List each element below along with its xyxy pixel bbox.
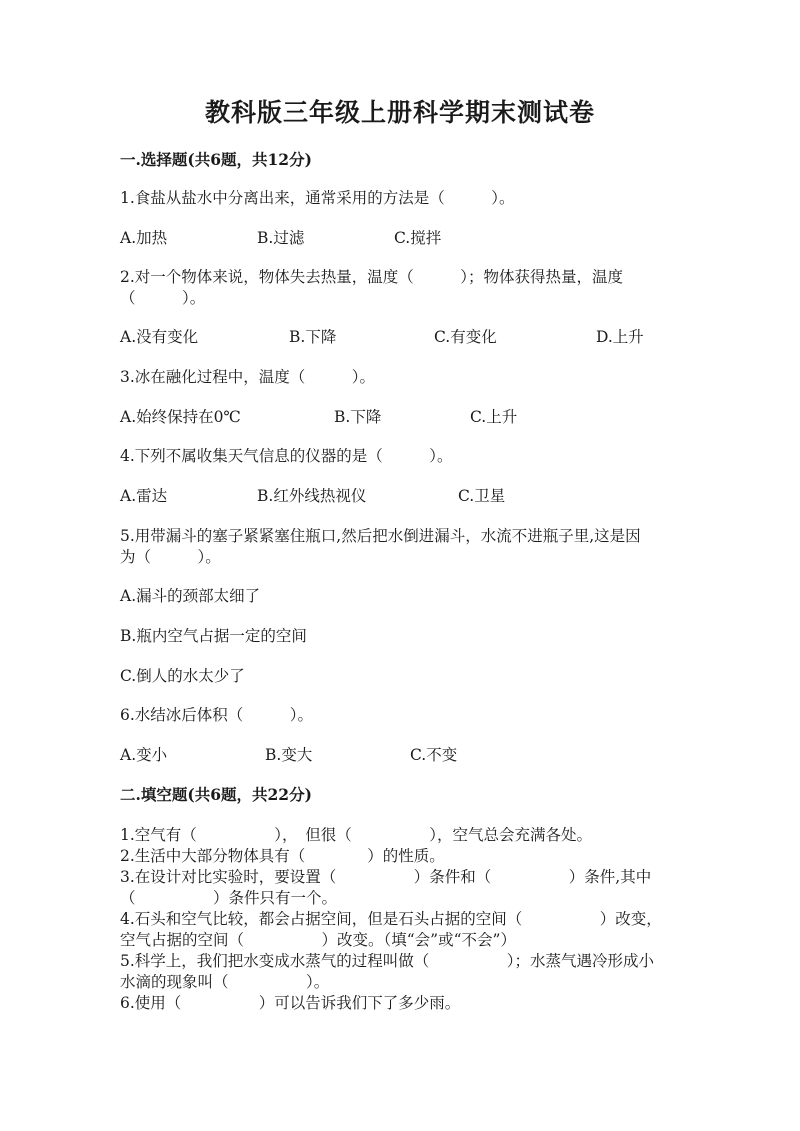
question-5-option-a: A.漏斗的颈部太细了 bbox=[120, 587, 261, 605]
question-3-option-a: A.始终保持在0℃ bbox=[120, 408, 241, 426]
question-3-stem: 3.冰在融化过程中，温度（ ）。 bbox=[120, 368, 376, 386]
question-2-stem-line-1: 2.对一个物体来说，物体失去热量，温度（ ）；物体获得热量，温度 bbox=[120, 268, 624, 286]
question-1-option-b: B.过滤 bbox=[257, 229, 305, 247]
question-5-stem-line-2: 为（ ）。 bbox=[120, 548, 221, 566]
question-4-option-b: B.红外线热视仪 bbox=[257, 487, 367, 505]
fill-line-8: 水滴的现象叫（ ）。 bbox=[120, 973, 330, 991]
fill-line-7: 5.科学上，我们把水变成水蒸气的过程叫做（ ）；水蒸气遇冷形成小 bbox=[120, 952, 655, 970]
question-5-stem-line-1: 5.用带漏斗的塞子紧紧塞住瓶口,然后把水倒进漏斗，水流不进瓶子里,这是因 bbox=[120, 527, 641, 545]
question-4-option-c: C.卫星 bbox=[458, 487, 506, 505]
fill-line-2: 2.生活中大部分物体具有（ ）的性质。 bbox=[120, 847, 445, 865]
question-5-option-c: C.倒人的水太少了 bbox=[120, 667, 245, 685]
question-2-stem-line-2: （ ）。 bbox=[120, 289, 206, 307]
section-heading-choice: 一.选择题(共6题，共12分) bbox=[120, 150, 312, 169]
question-6-stem: 6.水结冰后体积（ ）。 bbox=[120, 706, 314, 724]
fill-line-4: （ ）条件只有一个。 bbox=[120, 889, 338, 907]
section-heading-fill-blank: 二.填空题(共6题，共22分) bbox=[120, 785, 312, 804]
fill-line-6: 空气占据的空间（ ）改变。（填“会”或“不会”） bbox=[120, 931, 516, 949]
fill-line-3: 3.在设计对比实验时，要设置（ ）条件和（ ）条件,其中 bbox=[120, 868, 652, 886]
fill-line-9: 6.使用（ ）可以告诉我们下了多少雨。 bbox=[120, 994, 461, 1012]
question-4-stem: 4.下列不属收集天气信息的仪器的是（ ）。 bbox=[120, 447, 453, 465]
question-1-option-c: C.搅拌 bbox=[394, 229, 442, 247]
question-2-option-d: D.上升 bbox=[596, 328, 644, 346]
question-3-option-b: B.下降 bbox=[334, 408, 382, 426]
question-2-option-c: C.有变化 bbox=[434, 328, 497, 346]
question-2-option-b: B.下降 bbox=[289, 328, 337, 346]
fill-line-5: 4.石头和空气比较，都会占据空间，但是石头占据的空间（ ）改变， bbox=[120, 910, 662, 928]
question-6-option-c: C.不变 bbox=[410, 746, 458, 764]
question-3-option-c: C.上升 bbox=[470, 408, 518, 426]
question-4-option-a: A.雷达 bbox=[120, 487, 168, 505]
question-1-stem: 1.食盐从盐水中分离出来，通常采用的方法是（ ）。 bbox=[120, 189, 515, 207]
fill-line-1: 1.空气有（ ）， 但很（ ），空气总会充满各处。 bbox=[120, 826, 593, 844]
question-6-option-b: B.变大 bbox=[265, 746, 313, 764]
question-5-option-b: B.瓶内空气占据一定的空间 bbox=[120, 627, 307, 645]
page-title: 教科版三年级上册科学期末测试卷 bbox=[204, 98, 595, 127]
question-1-option-a: A.加热 bbox=[120, 229, 168, 247]
question-2-option-a: A.没有变化 bbox=[120, 328, 199, 346]
question-6-option-a: A.变小 bbox=[120, 746, 168, 764]
